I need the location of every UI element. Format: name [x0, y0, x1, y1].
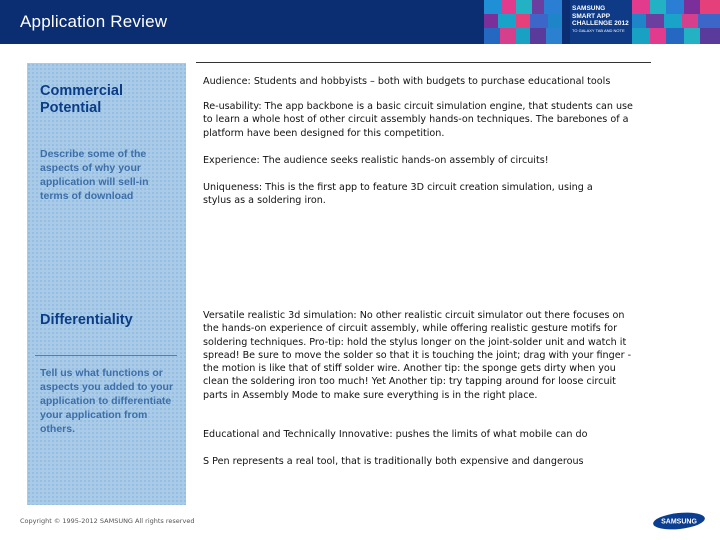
brand-line: CHALLENGE 2012 [572, 20, 629, 27]
commercial-potential-description: Describe some of the aspects of why your application will sell-in terms of download [40, 148, 149, 202]
logo-text: SAMSUNG [661, 518, 697, 526]
content-top-rule [196, 62, 651, 63]
experience-text: Experience: The audience seeks realistic hands-on assembly of circuits! [203, 155, 549, 166]
brand-line: SMART APP [572, 12, 611, 20]
educational-text: Educational and Technically Innovative: pushes the limits of what mobile can do [203, 429, 588, 440]
audience-text: Audience: Students and hobbyists – both with budgets to purchase educational tools [203, 76, 611, 87]
sidebar-panel [27, 63, 186, 505]
reusability-text: Re-usability: The app backbone is a basic circuit simulation engine, that students can use to learn a whole host of other circuit assembly hands-on techniques. The barebones of a platform have been designed for this competition. [203, 101, 633, 139]
sidebar-divider [35, 355, 177, 356]
differentiality-heading: Differentiality [40, 312, 133, 328]
uniqueness-text: Uniqueness: This is the first app to feature 3D circuit creation simulation, using a stylus as a soldering iron. [203, 182, 593, 207]
versatile-text: Versatile realistic 3d simulation: No other realistic circuit simulator out there focuses on the hands-on experience of circuit assembly, while offering realistic gesture motifs for soldering techniques. Pro-tip: hold the stylus longer on the joint-solder unit and watch it spread! Be sure to move the solder so that it is touching the joint; drag with your finger - the motion is like that of stiff solder wire. Another tip: the sponge gets dirty when you clean the soldering iron too much! Yet Another tip: try tapping around for loose circuit parts in Assembly Mode to make sure everything is in the right place. [203, 310, 632, 401]
page-title: Application Review [20, 12, 168, 31]
header-bar [0, 0, 720, 44]
samsung-logo [652, 512, 706, 530]
differentiality-description: Tell us what functions or aspects you added to your application to differentiate your application from others. [40, 367, 174, 435]
copyright-text: Copyright © 1995-2012 SAMSUNG All rights reserved [20, 517, 195, 525]
brand-subtitle: TO GALAXY TAB AND NOTE [572, 27, 625, 33]
brand-line: SAMSUNG [572, 5, 606, 12]
spen-text: S Pen represents a real tool, that is traditionally both expensive and dangerous [203, 456, 584, 467]
challenge-brand [572, 5, 629, 34]
commercial-potential-heading: Commercial Potential [40, 83, 124, 116]
